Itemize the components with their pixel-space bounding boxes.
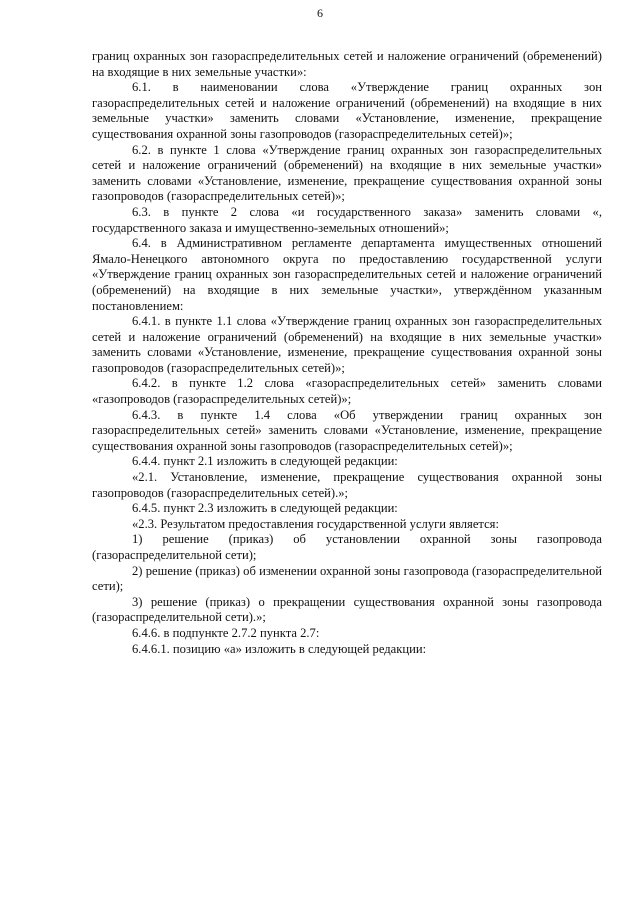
paragraph: 6.4.4. пункт 2.1 изложить в следующей редакции: xyxy=(132,454,398,469)
paragraph: 6.4. в Административном регламенте департамента имущественных отношений Ямало-Ненецкого автономного округа по предоставлению государственной услуги «Утверждение границ охранных зон газораспределительных сетей и наложение ограничений (обременений) на входящие в них земельные участки», утверждённом указанным постановлением: xyxy=(92,236,602,313)
document-body xyxy=(92,49,602,657)
paragraph: 6.3. в пункте 2 слова «и государственного заказа» заменить словами «, государственного заказа и имущественно-земельных отношений»; xyxy=(92,204,602,235)
paragraph: 6.2. в пункте 1 слова «Утверждение границ охранных зон газораспределительных сетей и наложение ограничений (обременений) на входящие в них земельные участки» заменить словами «Установление, изменение, прекращение существования охранной зоны газопроводов (газораспределительных сетей)»; xyxy=(92,142,602,204)
paragraph: 6.4.3. в пункте 1.4 слова «Об утверждении границ охранных зон газораспределительных сетей» заменить словами «Установление, изменение, прекращение существования охранной зоны газопроводов (газораспределительных сетей)»; xyxy=(92,407,602,453)
paragraph: 6.4.6. в подпункте 2.7.2 пункта 2.7: xyxy=(132,625,320,640)
paragraph: 1) решение (приказ) об установлении охранной зоны газопровода (газораспределительной сети); xyxy=(92,532,602,562)
page-number: 6 xyxy=(317,6,323,20)
paragraph: 6.4.5. пункт 2.3 изложить в следующей редакции: xyxy=(132,501,398,516)
paragraph: «2.3. Результатом предоставления государственной услуги является: xyxy=(132,516,499,531)
paragraph: 3) решение (приказ) о прекращении существования охранной зоны газопровода (газораспределительной сети).»; xyxy=(92,594,602,625)
paragraph: границ охранных зон газораспределительных сетей и наложение ограничений (обременений) на входящие в них земельные участки»: xyxy=(92,49,602,79)
paragraph: 6.1. в наименовании слова «Утверждение границ охранных зон газораспределительных сетей и наложение ограничений (обременений) на входящие в них земельные участки» заменить словами «Установление, изменение, прекращение существования охранной зоны газопроводов (газораспределительных сетей)»; xyxy=(92,80,602,141)
paragraph: 6.4.1. в пункте 1.1 слова «Утверждение границ охранных зон газораспределительных сетей и наложение ограничений (обременений) на входящие в них земельные участки» заменить словами «Установление, изменение, прекращение существования охранной зоны газопроводов (газораспределительных сетей)»; xyxy=(92,314,602,375)
paragraph: 2) решение (приказ) об изменении охранной зоны газопровода (газораспределительной сети); xyxy=(92,563,602,594)
paragraph: 6.4.6.1. позицию «а» изложить в следующей редакции: xyxy=(132,641,427,656)
paragraph: 6.4.2. в пункте 1.2 слова «газораспределительных сетей» заменить словами «газопроводов (газораспределительных сетей)»; xyxy=(92,376,602,407)
paragraph: «2.1. Установление, изменение, прекращение существования охранной зоны газопроводов (газораспределительных сетей).»; xyxy=(92,470,602,500)
